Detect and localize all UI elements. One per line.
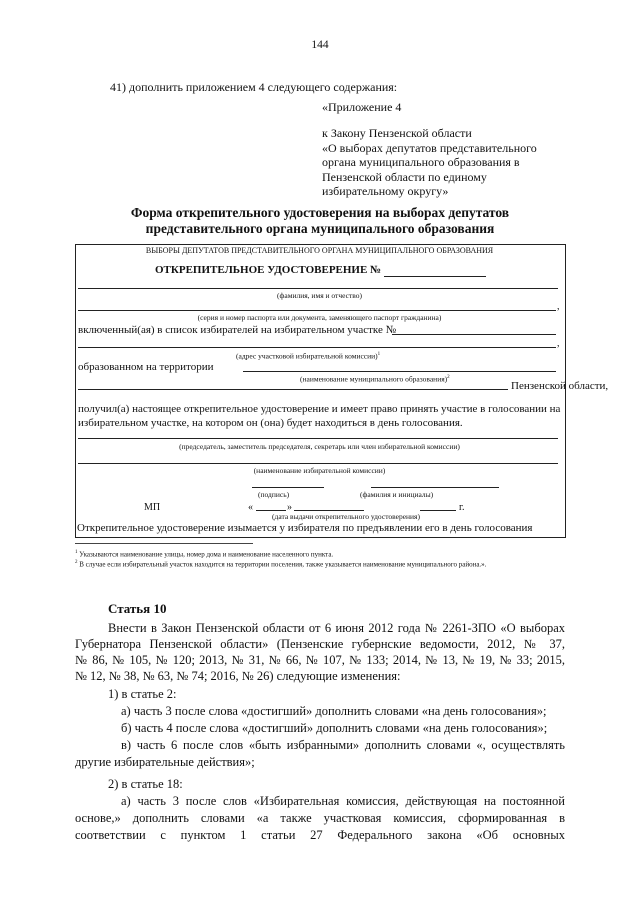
initials-caption: (фамилия и инициалы) [360,490,434,499]
date-day-field[interactable] [256,510,286,511]
form-header: ВЫБОРЫ ДЕПУТАТОВ ПРЕДСТАВИТЕЛЬНОГО ОРГАНА МУНИЦИПАЛЬНОГО ОБРАЗОВАНИЯ [145,246,494,255]
appendix-ref-line: Пензенской области по единому [322,169,487,184]
signature-field[interactable] [252,487,324,488]
district-field[interactable] [78,389,508,390]
footnote-1-text: Указываются наименование улицы, номер дома и наименование населенного пункта. [77,550,334,559]
fio-field[interactable] [78,288,558,289]
appendix-title: «Приложение 4 [322,100,402,114]
signature-caption: (подпись) [258,490,290,499]
passport-caption: (серия и номер паспорта или документа, заменяющего паспорт гражданина) [197,313,442,322]
address-caption [236,350,380,361]
clause-1a: а) часть 3 после слова «достигший» дополнить словами «на день голосования»; [121,704,547,718]
certificate-number-field[interactable] [384,276,486,277]
date-year-label: г. [459,502,465,513]
date-quote-open: « [248,502,253,513]
clause-2a-line: соответствии с пунктом 1 статьи 27 Федерального закона «Об основных [75,828,565,842]
footnote-2-text: В случае если избирательный участок находится на территории поселения, также указывается наименование муниципального района.». [77,560,487,569]
initials-field[interactable] [371,487,499,488]
clause-1: 1) в статье 2: [108,687,177,701]
appendix-ref-line: «О выборах депутатов представительного [322,140,537,155]
municipality-caption-text: (наименование муниципального образования) [300,374,448,384]
appendix-ref [322,126,537,199]
region-label: Пензенской области, [511,380,609,392]
precinct-number-field[interactable] [392,334,556,335]
received-line-1: получил(а) настоящее открепительное удостоверение и имеет право принять участие в голосовании на [78,403,561,415]
clause-2a-line: основе,» дополнить словами «а также участковая комиссия, сформированная в [75,811,565,825]
appendix-ref-line: к Закону Пензенской области [322,126,472,140]
certificate-title: ОТКРЕПИТЕЛЬНОЕ УДОСТОВЕРЕНИЕ № [155,264,382,276]
footnote-separator [75,543,253,544]
article-intro-line: Губернатора Пензенской области» (Пензенские губернские ведомости, 2012, № 37, [75,637,565,651]
footnote-1-num: 1 [75,550,78,555]
municipality-caption [300,373,450,384]
address-comma: , [557,338,560,349]
footnote-2 [75,558,565,569]
received-line-2: избирательном участке, на котором он (она) будет находиться в день голосования. [78,417,463,429]
form-title-line: представительного органа муниципального образования [145,221,495,236]
clause-2a-line: а) часть 3 после слов «Избирательная комиссия, действующая на постоянной [121,794,565,808]
footnote-ref-1: 1 [377,352,381,357]
article-intro-line: № 86, № 105, № 120; 2013, № 31, № 66, № 107, № 133; 2014, № 13, № 19, № 33; 2015, [75,653,565,667]
clause-1c-line: другие избирательные действия»; [75,755,255,769]
date-month-field[interactable] [294,510,364,511]
clause-2: 2) в статье 18: [108,777,183,791]
article-intro [75,620,565,684]
article-body [75,686,565,844]
footnote-2-num: 2 [75,560,78,565]
appendix-ref-line: органа муниципального образования в [322,155,520,169]
commission-field[interactable] [78,463,558,464]
clause-1c-line: в) часть 6 после слов «быть избранными» дополнить словами «, осуществлять [121,738,565,752]
form-footer: Открепительное удостоверение изымается у избирателя по предъявлении его в день голосования [77,522,533,534]
date-year-field[interactable] [420,510,456,511]
chair-caption: (председатель, заместитель председателя, секретарь или член избирательной комиссии) [179,442,460,451]
date-quote-close: » [287,502,292,513]
passport-comma: , [557,301,560,312]
article-intro-line: № 12, № 38, № 63, № 74; 2016, № 26) следующие изменения: [75,669,401,683]
passport-field[interactable] [78,310,556,311]
chair-field[interactable] [78,438,558,439]
form-title-line: Форма открепительного удостоверения на выборах депутатов [130,205,510,220]
included-label: включенный(ая) в список избирателей на избирательном участке № [78,324,397,336]
form-title [60,205,580,237]
municipality-field[interactable] [243,371,556,372]
fio-caption: (фамилия, имя и отчество) [277,291,362,300]
clause-1b: б) часть 4 после слова «достигший» дополнить словами «на день голосования»; [121,721,548,735]
commission-caption: (наименование избирательной комиссии) [253,466,386,475]
address-caption-text: (адрес участковой избирательной комиссии) [236,351,378,361]
formed-label: образованном на территории [78,361,214,373]
footnote-ref-2: 2 [447,375,450,380]
article-intro-line: Внести в Закон Пензенской области от 6 июня 2012 года № 2261-ЗПО «О выборах [108,621,565,635]
item-41: 41) дополнить приложением 4 следующего содержания: [110,80,398,94]
date-caption: (дата выдачи открепительного удостоверения) [272,512,421,521]
stamp-place: МП [144,502,161,513]
address-field[interactable] [78,347,556,348]
page-number: 144 [311,39,329,51]
article-title: Статья 10 [108,601,167,616]
appendix-ref-line: избирательному округу» [322,184,449,198]
